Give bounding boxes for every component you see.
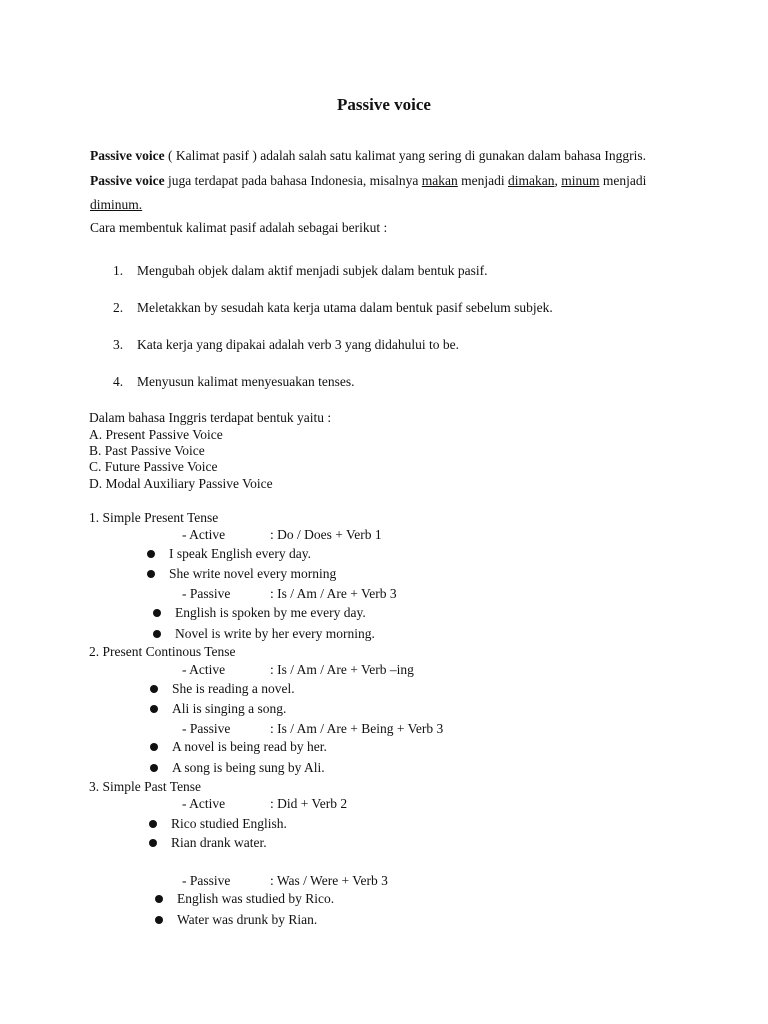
bullet-icon	[150, 705, 158, 713]
list-item	[155, 892, 334, 906]
list-item	[153, 627, 375, 641]
form-item: D. Modal Auxiliary Passive Voice	[89, 476, 273, 491]
tense-heading: 1. Simple Present Tense	[89, 510, 219, 525]
formula-text: : Was / Were + Verb 3	[270, 873, 388, 888]
list-item	[155, 913, 317, 927]
formula-line	[182, 722, 443, 736]
term-passive-voice: Passive voice	[90, 148, 165, 163]
intro-line-3	[90, 198, 142, 212]
step-number: 4.	[113, 374, 124, 389]
bullet-icon	[150, 743, 158, 751]
form-item: A. Present Passive Voice	[89, 427, 223, 442]
example-word: makan	[421, 173, 458, 188]
list-item	[113, 338, 459, 352]
example-text: English is spoken by me every day.	[175, 605, 366, 620]
step-text: Kata kerja yang dipakai adalah verb 3 yang didahului to be.	[137, 337, 460, 352]
step-text: Meletakkan by sesudah kata kerja utama dalam bentuk pasif sebelum subjek.	[137, 300, 553, 315]
list-item	[113, 264, 488, 278]
intro-text: juga terdapat pada bahasa Indonesia, misalnya	[164, 173, 422, 188]
intro-text: menjadi	[599, 173, 647, 188]
bullet-icon	[150, 685, 158, 693]
example-text: Rian drank water.	[171, 835, 267, 850]
step-text: Menyusun kalimat menyesuakan tenses.	[137, 374, 355, 389]
term-passive-voice: Passive voice	[90, 173, 165, 188]
example-text: A song is being sung by Ali.	[172, 760, 325, 775]
list-item	[113, 301, 553, 315]
example-text: She write novel every morning	[169, 566, 337, 581]
bullet-icon	[153, 630, 161, 638]
bullet-icon	[153, 609, 161, 617]
list-item	[150, 702, 286, 716]
intro-line-4: Cara membentuk kalimat pasif adalah sebagai berikut :	[90, 220, 388, 235]
forms-intro: Dalam bahasa Inggris terdapat bentuk yaitu :	[89, 410, 332, 425]
list-item	[150, 761, 325, 775]
formula-label: - Active	[182, 796, 226, 811]
example-text: A novel is being read by her.	[172, 739, 327, 754]
list-item	[147, 547, 311, 561]
intro-text: ,	[554, 173, 562, 188]
step-number: 2.	[113, 300, 124, 315]
list-item	[149, 836, 267, 850]
bullet-icon	[150, 764, 158, 772]
formula-line	[182, 663, 414, 677]
bullet-icon	[147, 550, 155, 558]
example-text: English was studied by Rico.	[177, 891, 335, 906]
formula-text: : Is / Am / Are + Being + Verb 3	[270, 721, 444, 736]
page-title: Passive voice	[337, 95, 431, 114]
bullet-icon	[149, 820, 157, 828]
example-text: Ali is singing a song.	[172, 701, 287, 716]
intro-text: menjadi	[457, 173, 509, 188]
formula-line	[182, 587, 397, 601]
formula-label: - Active	[182, 527, 226, 542]
example-text: Novel is write by her every morning.	[175, 626, 375, 641]
intro-line-1	[90, 149, 646, 163]
example-text: She is reading a novel.	[172, 681, 295, 696]
form-item: C. Future Passive Voice	[89, 459, 218, 474]
intro-text: ( Kalimat pasif ) adalah salah satu kalimat yang sering di gunakan dalam bahasa Inggris.	[164, 148, 646, 163]
example-text: I speak English every day.	[169, 546, 311, 561]
list-item	[149, 817, 287, 831]
formula-line	[182, 528, 382, 542]
example-word: dimakan	[508, 173, 555, 188]
form-item: B. Past Passive Voice	[89, 443, 205, 458]
step-number: 1.	[113, 263, 124, 278]
list-item	[113, 375, 354, 389]
tense-heading: 3. Simple Past Tense	[89, 779, 202, 794]
formula-label: - Passive	[182, 873, 231, 888]
formula-line	[182, 874, 388, 888]
formula-text: : Did + Verb 2	[270, 796, 348, 811]
example-word: minum	[561, 173, 600, 188]
step-text: Mengubah objek dalam aktif menjadi subjek dalam bentuk pasif.	[137, 263, 488, 278]
bullet-icon	[155, 895, 163, 903]
formula-label: - Passive	[182, 721, 231, 736]
list-item	[147, 567, 336, 581]
formula-label: - Passive	[182, 586, 231, 601]
example-text: Water was drunk by Rian.	[177, 912, 318, 927]
tense-heading: 2. Present Continous Tense	[89, 644, 236, 659]
list-item	[150, 682, 295, 696]
formula-label: - Active	[182, 662, 226, 677]
bullet-icon	[155, 916, 163, 924]
formula-line	[182, 797, 347, 811]
example-word: diminum.	[90, 197, 143, 212]
bullet-icon	[147, 570, 155, 578]
intro-line-2	[90, 174, 646, 188]
formula-text: : Do / Does + Verb 1	[270, 527, 382, 542]
formula-text: : Is / Am / Are + Verb 3	[270, 586, 397, 601]
formula-text: : Is / Am / Are + Verb –ing	[270, 662, 414, 677]
step-number: 3.	[113, 337, 124, 352]
example-text: Rico studied English.	[171, 816, 287, 831]
list-item	[150, 740, 327, 754]
bullet-icon	[149, 839, 157, 847]
list-item	[153, 606, 366, 620]
